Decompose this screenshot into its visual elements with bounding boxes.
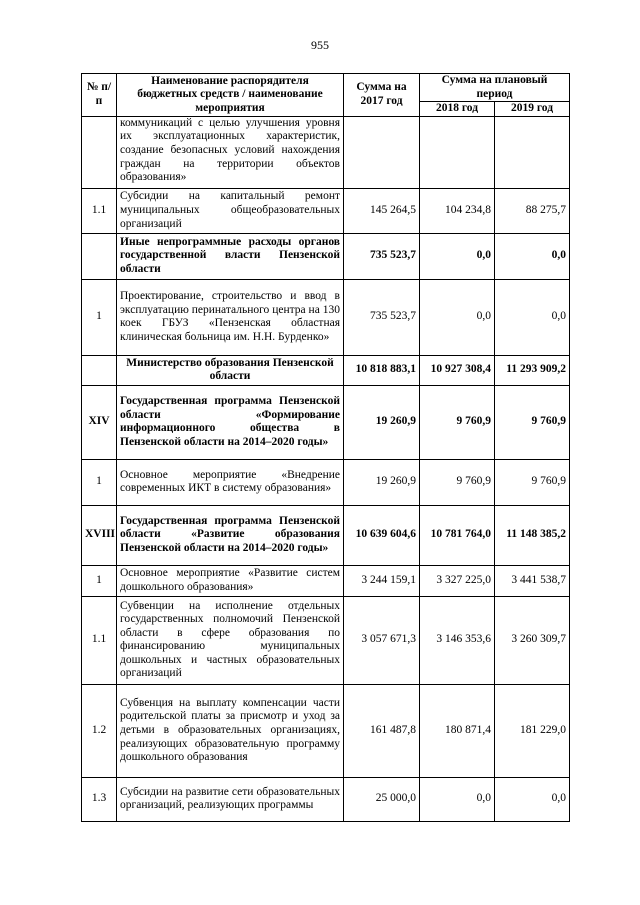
row-name: Субвенции на исполнение отдельных государственных полномочий Пензенской области в сфере образования по финансированию муниципальных дошкольных и частных образовательных организаций bbox=[117, 596, 344, 684]
row-num: 1 bbox=[82, 279, 117, 355]
row-2019: 0,0 bbox=[495, 279, 570, 355]
row-num bbox=[82, 355, 117, 385]
row-name: Иные непрограммные расходы органов государственной власти Пензенской области bbox=[117, 233, 344, 279]
row-num: 1 bbox=[82, 565, 117, 596]
budget-table bbox=[81, 73, 570, 822]
row-2017: 10 818 883,1 bbox=[344, 355, 420, 385]
row-name: коммуникаций с целью улучшения уровня их эксплуатационных характеристик, создание безопасных условий нахождения граждан на территории объектов образования» bbox=[117, 116, 344, 188]
row-name: Субсидии на капитальный ремонт муниципальных общеобразовательных организаций bbox=[117, 188, 344, 233]
row-num: 1.3 bbox=[82, 777, 117, 821]
row-name: Основное мероприятие «Внедрение современных ИКТ в систему образования» bbox=[117, 459, 344, 505]
row-2019: 0,0 bbox=[495, 233, 570, 279]
row-name: Министерство образования Пензенской области bbox=[117, 355, 344, 385]
row-name: Государственная программа Пензенской области «Формирование информационного общества в Пензенской области на 2014–2020 годы» bbox=[117, 385, 344, 459]
row-2019: 11 293 909,2 bbox=[495, 355, 570, 385]
table-row bbox=[82, 596, 570, 684]
table-row bbox=[82, 279, 570, 355]
row-2018: 104 234,8 bbox=[420, 188, 495, 233]
row-2019: 0,0 bbox=[495, 777, 570, 821]
row-num: XVIII bbox=[82, 505, 117, 565]
row-2018: 9 760,9 bbox=[420, 459, 495, 505]
row-2019: 3 441 538,7 bbox=[495, 565, 570, 596]
table-row bbox=[82, 233, 570, 279]
row-2018: 0,0 bbox=[420, 279, 495, 355]
row-2018: 0,0 bbox=[420, 233, 495, 279]
row-name: Субсидии на развитие сети образовательных организаций, реализующих программы bbox=[117, 777, 344, 821]
row-2019: 88 275,7 bbox=[495, 188, 570, 233]
row-num: XIV bbox=[82, 385, 117, 459]
row-2019 bbox=[495, 116, 570, 188]
row-2018: 3 146 353,6 bbox=[420, 596, 495, 684]
row-2019: 9 760,9 bbox=[495, 385, 570, 459]
table-row bbox=[82, 116, 570, 188]
table-row bbox=[82, 385, 570, 459]
row-2017: 19 260,9 bbox=[344, 385, 420, 459]
row-name: Проектирование, строительство и ввод в эксплуатацию перинатального центра на 130 коек ГБУЗ «Пензенская областная клиническая больница им. Н.Н. Бурденко» bbox=[117, 279, 344, 355]
row-num: 1.2 bbox=[82, 684, 117, 777]
table-row bbox=[82, 355, 570, 385]
table-row bbox=[82, 505, 570, 565]
row-2017: 25 000,0 bbox=[344, 777, 420, 821]
row-num: 1 bbox=[82, 459, 117, 505]
row-2017: 145 264,5 bbox=[344, 188, 420, 233]
row-2018: 9 760,9 bbox=[420, 385, 495, 459]
row-2018: 0,0 bbox=[420, 777, 495, 821]
row-2017: 10 639 604,6 bbox=[344, 505, 420, 565]
row-2019: 181 229,0 bbox=[495, 684, 570, 777]
table-row bbox=[82, 565, 570, 596]
row-2017 bbox=[344, 116, 420, 188]
row-name: Субвенция на выплату компенсации части родительской платы за присмотр и уход за детьми в образовательных организациях, реализующих образовательную программу дошкольного образования bbox=[117, 684, 344, 777]
header-num: № п/п bbox=[82, 74, 117, 117]
header-row-1 bbox=[82, 74, 570, 102]
header-name: Наименование распорядителя бюджетных средств / наименование мероприятия bbox=[117, 74, 344, 117]
table-row bbox=[82, 684, 570, 777]
row-2018 bbox=[420, 116, 495, 188]
row-2017: 19 260,9 bbox=[344, 459, 420, 505]
row-2017: 161 487,8 bbox=[344, 684, 420, 777]
row-2018: 10 781 764,0 bbox=[420, 505, 495, 565]
row-name: Основное мероприятие «Развитие систем дошкольного образования» bbox=[117, 565, 344, 596]
row-2019: 3 260 309,7 bbox=[495, 596, 570, 684]
row-name: Государственная программа Пензенской области «Развитие образования Пензенской области на 2014–2020 годы» bbox=[117, 505, 344, 565]
row-num: 1.1 bbox=[82, 188, 117, 233]
table-row bbox=[82, 188, 570, 233]
row-2018: 180 871,4 bbox=[420, 684, 495, 777]
row-2017: 735 523,7 bbox=[344, 233, 420, 279]
row-num bbox=[82, 116, 117, 188]
header-2017: Сумма на 2017 год bbox=[344, 74, 420, 117]
row-2019: 11 148 385,2 bbox=[495, 505, 570, 565]
table-row bbox=[82, 459, 570, 505]
row-2017: 3 244 159,1 bbox=[344, 565, 420, 596]
row-2017: 3 057 671,3 bbox=[344, 596, 420, 684]
row-2018: 3 327 225,0 bbox=[420, 565, 495, 596]
header-2019: 2019 год bbox=[495, 102, 570, 117]
row-num bbox=[82, 233, 117, 279]
row-2017: 735 523,7 bbox=[344, 279, 420, 355]
table-row bbox=[82, 777, 570, 821]
row-2019: 9 760,9 bbox=[495, 459, 570, 505]
page-number: 955 bbox=[311, 38, 329, 52]
row-num: 1.1 bbox=[82, 596, 117, 684]
header-2018: 2018 год bbox=[420, 102, 495, 117]
header-plan: Сумма на плановый период bbox=[420, 74, 570, 102]
row-2018: 10 927 308,4 bbox=[420, 355, 495, 385]
